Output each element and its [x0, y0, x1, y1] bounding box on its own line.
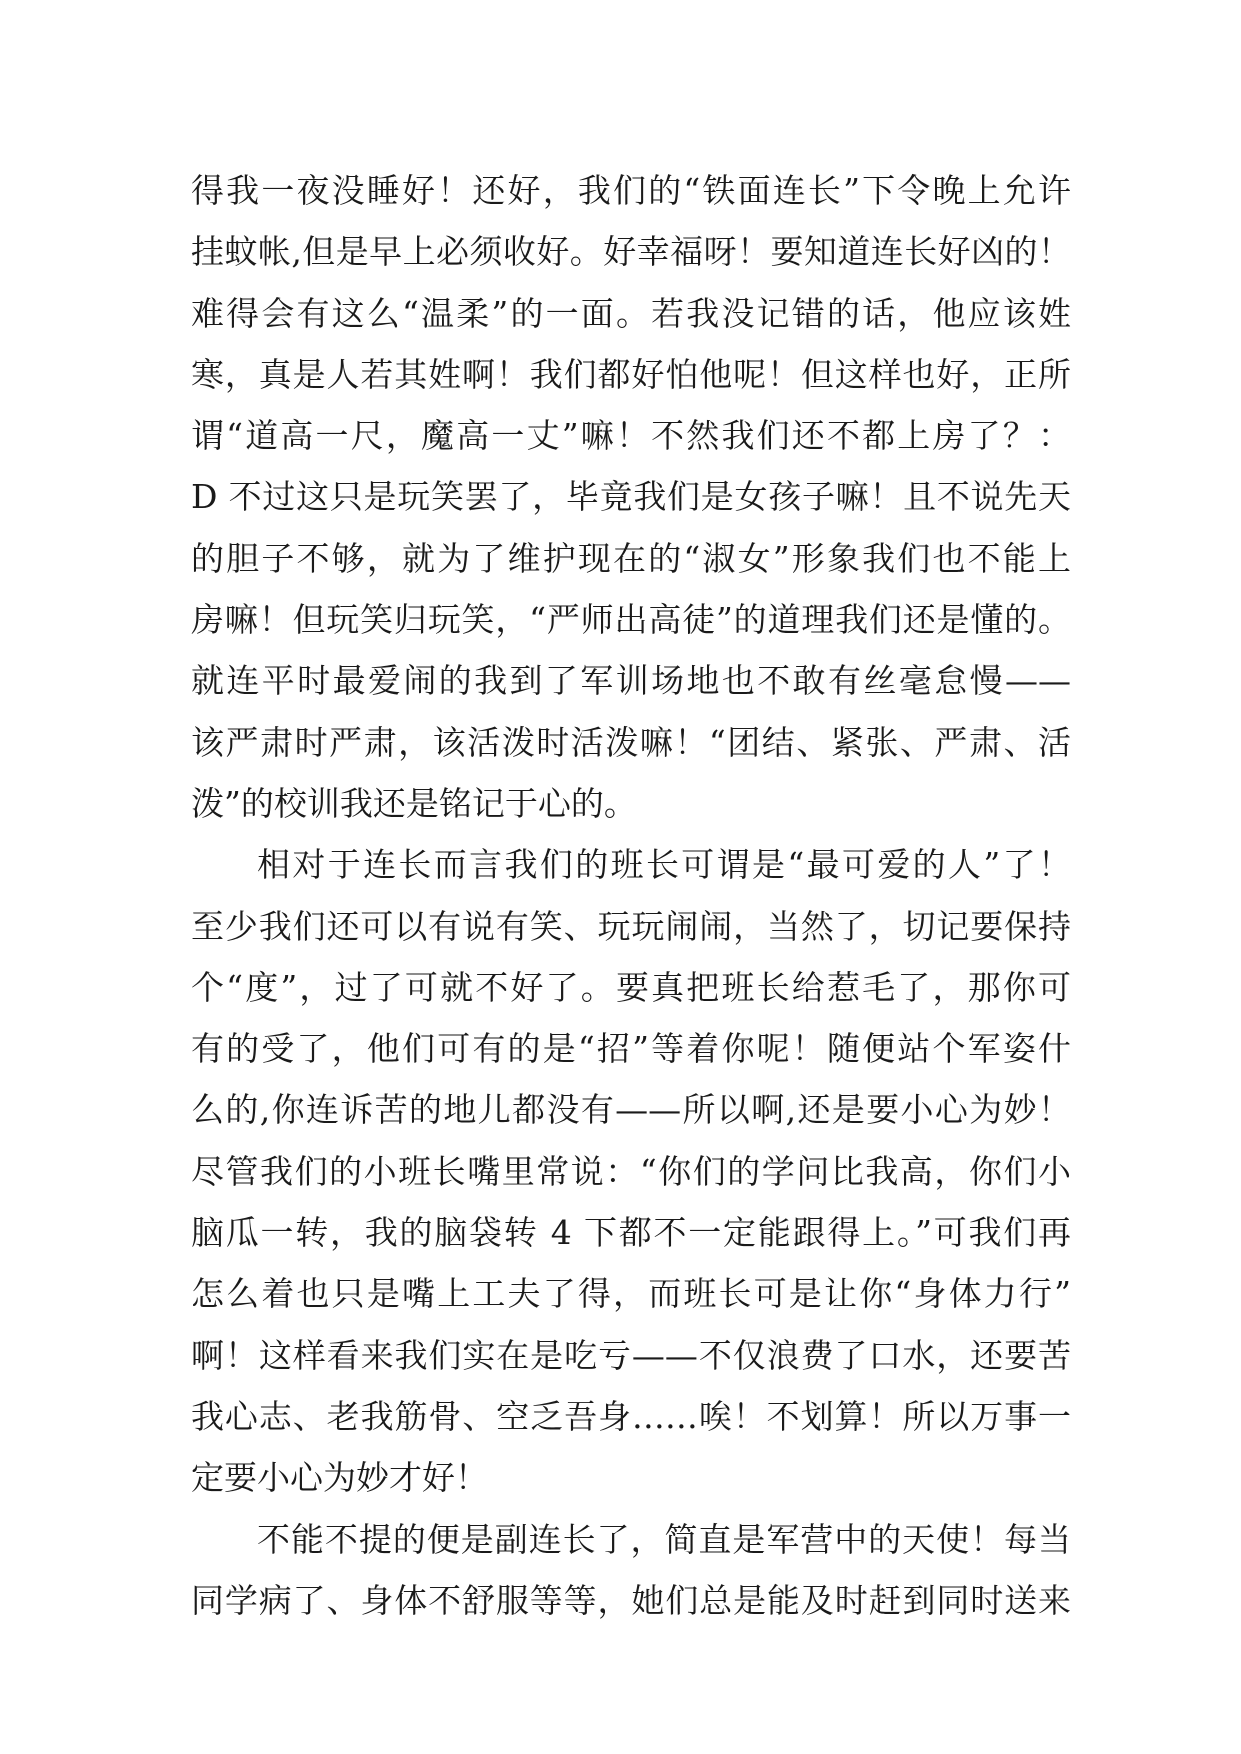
- text-line: 就连平时最爱闹的我到了军训场地也不敢有丝毫怠慢——: [191, 661, 1071, 701]
- text-line: 泼”的校训我还是铭记于心的。: [191, 783, 637, 823]
- text-line: 至少我们还可以有说有笑、玩玩闹闹，当然了，切记要保持: [191, 906, 1071, 946]
- text-line: 怎么着也只是嘴上工夫了得，而班长可是让你“身体力行”: [191, 1274, 1071, 1314]
- paragraph-first-line: 不能不提的便是副连长了，简直是军营中的天使！每当: [257, 1519, 1071, 1559]
- body-text: [191, 160, 1071, 1631]
- text-line: 定要小心为妙才好！: [191, 1458, 488, 1498]
- text-line: 难得会有这么“温柔”的一面。若我没记错的话，他应该姓: [191, 293, 1071, 333]
- text-line: 挂蚊帐,但是早上必须收好。好幸福呀！要知道连长好凶的！: [191, 232, 1071, 272]
- text-line: 同学病了、身体不舒服等等，她们总是能及时赶到同时送来: [191, 1580, 1071, 1620]
- text-line: 么的,你连诉苦的地儿都没有——所以啊,还是要小心为妙！: [191, 1090, 1071, 1130]
- text-line: 有的受了，他们可有的是“招”等着你呢！随便站个军姿什: [191, 1029, 1071, 1069]
- text-line: D 不过这只是玩笑罢了，毕竟我们是女孩子嘛！且不说先天: [191, 477, 1071, 517]
- text-line: 个“度”，过了可就不好了。要真把班长给惹毛了，那你可: [191, 967, 1071, 1007]
- text-line: 房嘛！但玩笑归玩笑，“严师出高徒”的道理我们还是懂的。: [191, 600, 1071, 640]
- text-line: 脑瓜一转，我的脑袋转 4 下都不一定能跟得上。”可我们再: [191, 1213, 1071, 1253]
- text-line: 啊！这样看来我们实在是吃亏——不仅浪费了口水，还要苦: [191, 1335, 1071, 1375]
- text-line: 我心志、老我筋骨、空乏吾身……唉！不划算！所以万事一: [191, 1396, 1071, 1436]
- text-line: 的胆子不够，就为了维护现在的“淑女”形象我们也不能上: [191, 538, 1071, 578]
- text-line: 尽管我们的小班长嘴里常说：“你们的学问比我高，你们小: [191, 1151, 1071, 1191]
- text-line: 该严肃时严肃，该活泼时活泼嘛！“团结、紧张、严肃、活: [191, 722, 1071, 762]
- text-line: 得我一夜没睡好！还好，我们的“铁面连长”下令晚上允许: [191, 171, 1071, 210]
- text-line: 谓“道高一尺，魔高一丈”嘛！不然我们还不都上房了？：: [191, 416, 1071, 456]
- text-line: 寒，真是人若其姓啊！我们都好怕他呢！但这样也好，正所: [191, 354, 1071, 394]
- paragraph-first-line: 相对于连长而言我们的班长可谓是“最可爱的人”了！: [257, 845, 1071, 885]
